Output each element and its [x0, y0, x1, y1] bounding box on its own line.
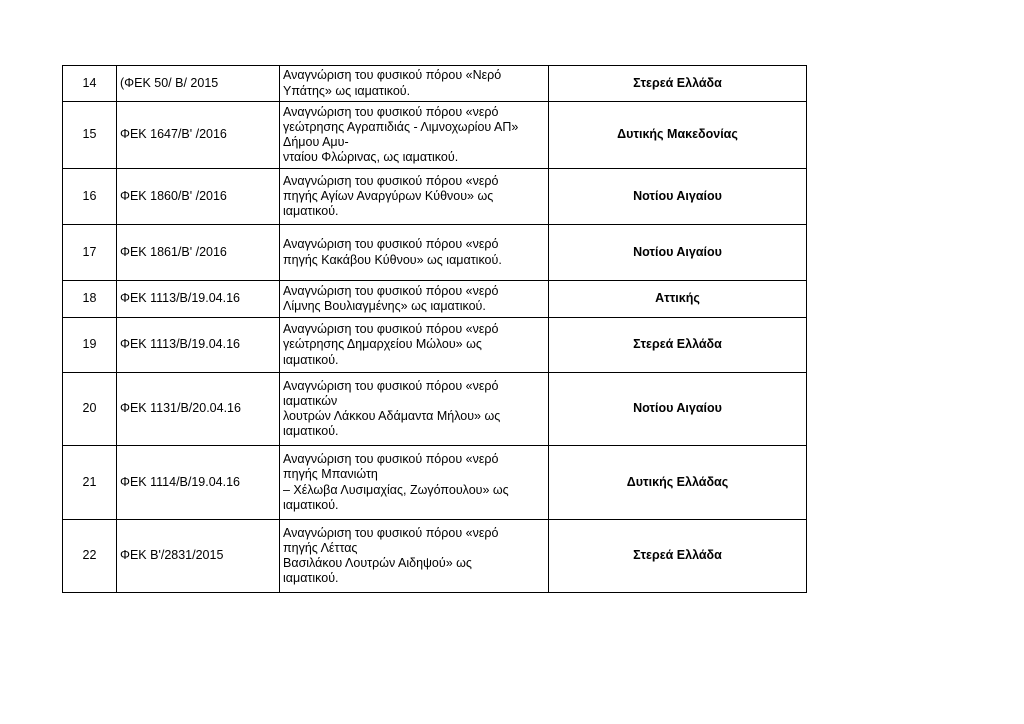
description-line: Αναγνώριση του φυσικού πόρου «νερό	[283, 237, 499, 252]
description-line: γεώτρησης Δημαρχείου Μώλου» ως	[283, 337, 482, 352]
region-cell: Νοτίου Αιγαίου	[549, 225, 807, 281]
row-number: 15	[63, 102, 117, 169]
description-line: πηγής Αγίων Αναργύρων Κύθνου» ως	[283, 188, 494, 203]
table-row	[63, 520, 807, 593]
table-row	[63, 169, 807, 225]
description-line: λουτρών Λάκκου Αδάμαντα Μήλου» ως	[283, 409, 501, 423]
gazette-reference: ΦΕΚ 1113/Β/19.04.16	[117, 318, 280, 373]
region-cell: Νοτίου Αιγαίου	[549, 373, 807, 446]
table-row	[63, 66, 807, 102]
table-row	[63, 281, 807, 318]
table-row	[63, 373, 807, 446]
description-line: Δήμου Αμυ-	[283, 135, 349, 149]
description-line: Αναγνώριση του φυσικού πόρου «Νερό	[283, 68, 502, 83]
row-number: 16	[63, 169, 117, 225]
description-line: Λίμνης Βουλιαγμένης» ως ιαματικού.	[283, 299, 486, 313]
table-row	[63, 102, 807, 169]
description-line: νταίου Φλώρινας, ως ιαματικού.	[283, 150, 459, 165]
region-cell: Στερεά Ελλάδα	[549, 318, 807, 373]
description-line: Αναγνώριση του φυσικού πόρου «νερό	[283, 322, 499, 337]
row-number: 21	[63, 446, 117, 520]
gazette-reference: ΦΕΚ 1861/Β' /2016	[117, 225, 280, 281]
gazette-reference: ΦΕΚ 1113/Β/19.04.16	[117, 281, 280, 318]
region-cell: Στερεά Ελλάδα	[549, 66, 807, 102]
description-line: ιαματικού.	[283, 424, 339, 439]
description-line: πηγής Μπανιώτη	[283, 467, 378, 482]
row-number: 18	[63, 281, 117, 318]
region-cell: Δυτικής Μακεδονίας	[549, 102, 807, 169]
description-cell	[280, 520, 549, 593]
records-table	[62, 65, 807, 593]
description-line: ιαματικού.	[283, 497, 339, 512]
description-line: Βασιλάκου Λουτρών Αιδηψού» ως	[283, 556, 472, 570]
description-line: πηγής Κακάβου Κύθνου» ως ιαματικού.	[283, 252, 502, 267]
gazette-reference: ΦΕΚ Β'/2831/2015	[117, 520, 280, 593]
table-row	[63, 318, 807, 373]
row-number: 17	[63, 225, 117, 281]
description-cell	[280, 446, 549, 520]
gazette-reference: ΦΕΚ 1860/Β' /2016	[117, 169, 280, 225]
description-line: Αναγνώριση του φυσικού πόρου «νερό	[283, 283, 499, 298]
description-line: ιαματικών	[283, 393, 338, 408]
description-cell	[280, 66, 549, 102]
row-number: 20	[63, 373, 117, 446]
row-number: 22	[63, 520, 117, 593]
table-body	[63, 66, 807, 593]
description-line: Υπάτης» ως ιαματικού.	[283, 83, 411, 98]
region-cell: Στερεά Ελλάδα	[549, 520, 807, 593]
description-cell	[280, 169, 549, 225]
region-cell: Αττικής	[549, 281, 807, 318]
description-cell	[280, 281, 549, 318]
description-cell	[280, 318, 549, 373]
description-line: ιαματικού.	[283, 571, 339, 586]
gazette-reference: ΦΕΚ 1131/Β/20.04.16	[117, 373, 280, 446]
region-cell: Δυτικής Ελλάδας	[549, 446, 807, 520]
row-number: 19	[63, 318, 117, 373]
description-line: γεώτρησης Αγραπιδιάς - Λιμνοχωρίου ΑΠ»	[283, 119, 519, 134]
gazette-reference: ΦΕΚ 1647/Β' /2016	[117, 102, 280, 169]
gazette-reference: ΦΕΚ 1114/Β/19.04.16	[117, 446, 280, 520]
region-cell: Νοτίου Αιγαίου	[549, 169, 807, 225]
row-number: 14	[63, 66, 117, 102]
table-row	[63, 225, 807, 281]
description-cell	[280, 373, 549, 446]
description-line: Αναγνώριση του φυσικού πόρου «νερό	[283, 173, 499, 188]
description-line: Αναγνώριση του φυσικού πόρου «νερό	[283, 104, 499, 119]
description-line: – Χέλωβα Λυσιμαχίας, Ζωγόπουλου» ως	[283, 482, 509, 497]
description-line: Αναγνώριση του φυσικού πόρου «νερό	[283, 378, 499, 393]
description-cell	[280, 225, 549, 281]
description-line: ιαματικού.	[283, 352, 339, 367]
description-line: Αναγνώριση του φυσικού πόρου «νερό	[283, 525, 499, 540]
description-line: πηγής Λέττας	[283, 540, 358, 555]
gazette-reference: (ΦΕΚ 50/ Β/ 2015	[117, 66, 280, 102]
table-row	[63, 446, 807, 520]
description-cell	[280, 102, 549, 169]
description-line: ιαματικού.	[283, 204, 339, 219]
description-line: Αναγνώριση του φυσικού πόρου «νερό	[283, 452, 499, 467]
